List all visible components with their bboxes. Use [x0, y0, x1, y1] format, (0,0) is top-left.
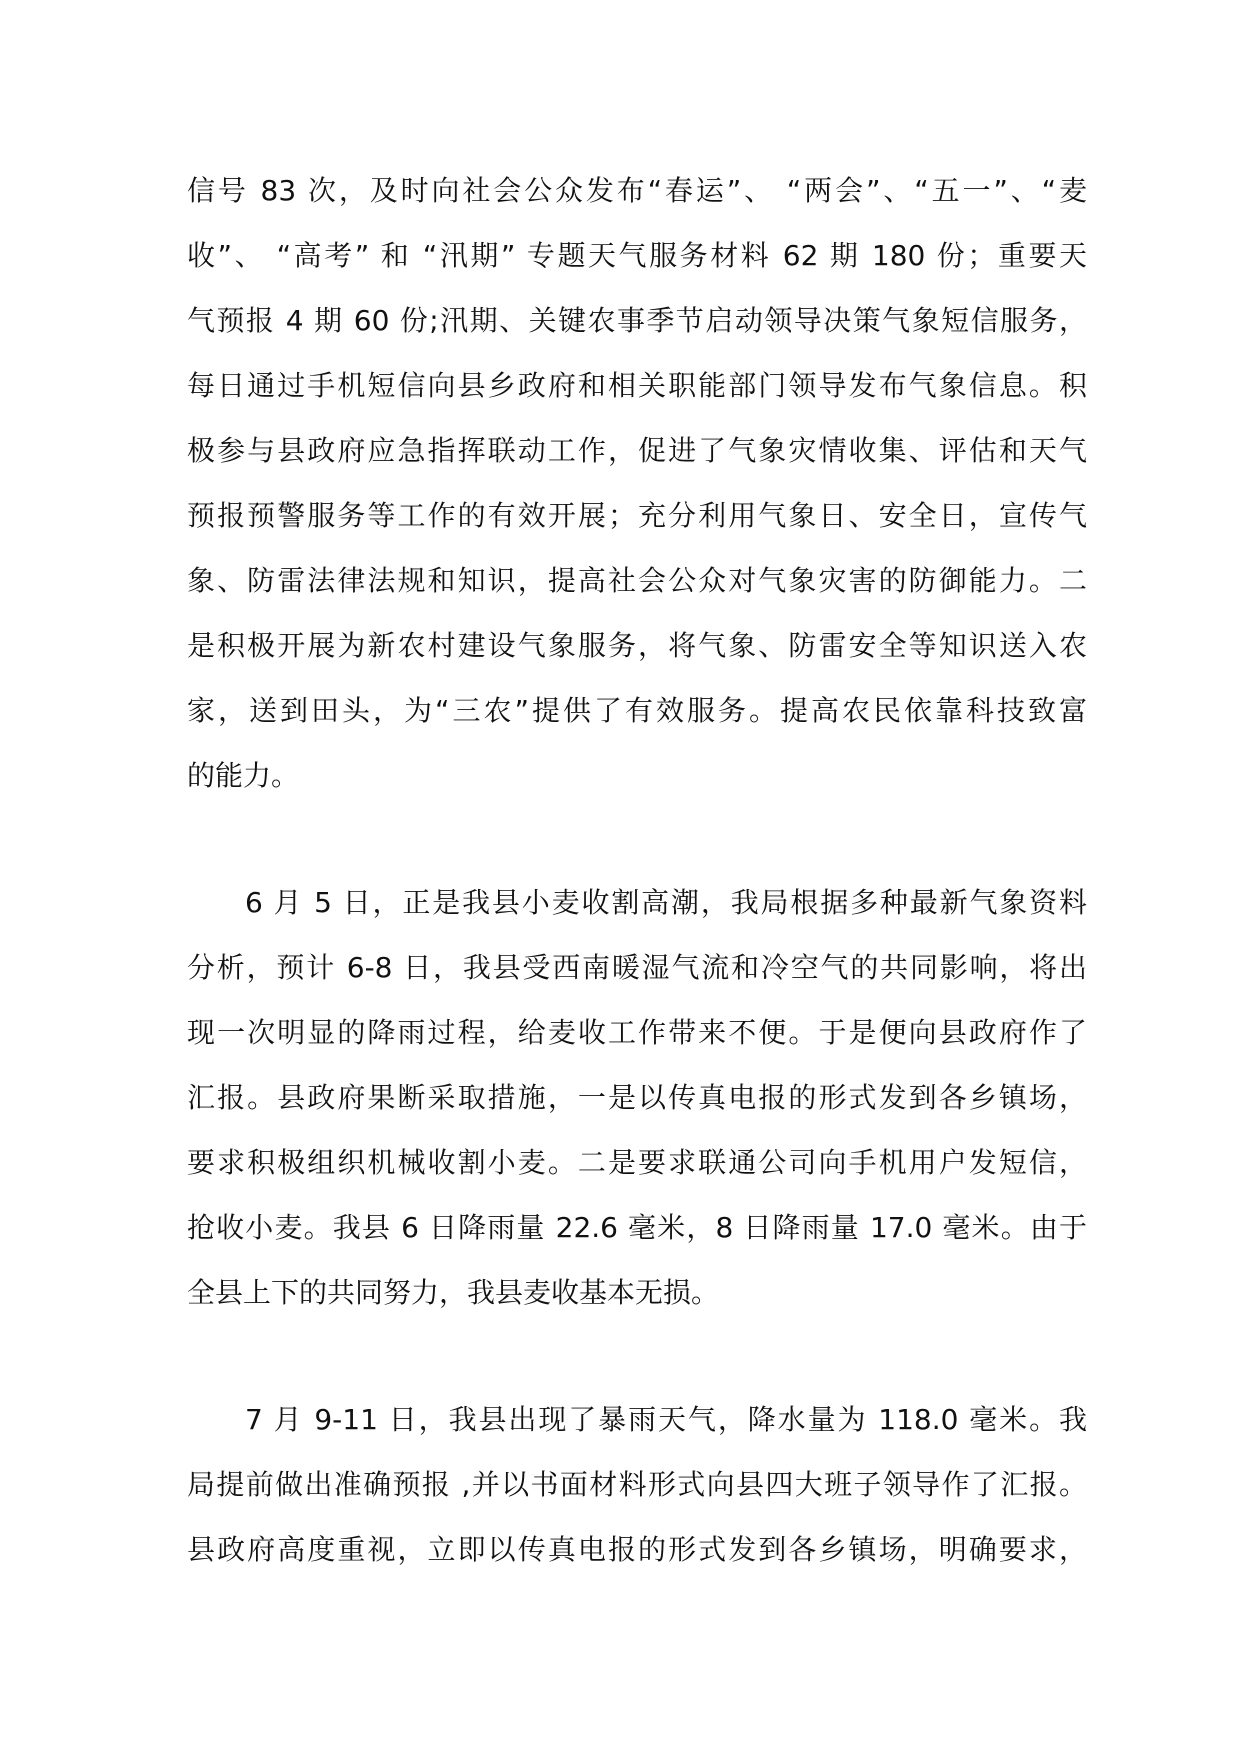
- text-line: 6 月 5 日，正是我县小麦收割高潮，我局根据多种最新气象资料: [245, 886, 1087, 919]
- paragraph-june-harvest: [187, 870, 1087, 1325]
- paragraph-spacer: [187, 1325, 1087, 1387]
- paragraph-spacer: [187, 808, 1087, 870]
- text-line: 信号 83 次，及时向社会公众发布“春运”、 “两会”、“五一”、“麦: [187, 174, 1087, 207]
- text-line: 预报预警服务等工作的有效开展；充分利用气象日、安全日，宣传气: [187, 499, 1087, 532]
- text-line: 全县上下的共同努力，我县麦收基本无损。: [187, 1276, 720, 1309]
- text-line: 气预报 4 期 60 份;汛期、关键农事季节启动领导决策气象短信服务，: [187, 304, 1087, 337]
- text-line: 汇报。县政府果断采取措施，一是以传真电报的形式发到各乡镇场，: [187, 1081, 1087, 1114]
- text-line: 的能力。: [187, 759, 300, 792]
- document-body: [187, 158, 1087, 1582]
- text-line: 分析，预计 6-8 日，我县受西南暖湿气流和冷空气的共同影响，将出: [187, 951, 1087, 984]
- paragraph-weather-services: [187, 158, 1087, 808]
- text-line: 县政府高度重视，立即以传真电报的形式发到各乡镇场，明确要求，: [187, 1533, 1087, 1566]
- text-line: 是积极开展为新农村建设气象服务，将气象、防雷安全等知识送入农: [187, 629, 1087, 662]
- text-line: 抢收小麦。我县 6 日降雨量 22.6 毫米，8 日降雨量 17.0 毫米。由于: [187, 1211, 1087, 1244]
- text-line: 要求积极组织机械收割小麦。二是要求联通公司向手机用户发短信，: [187, 1146, 1087, 1179]
- text-line: 7 月 9-11 日，我县出现了暴雨天气，降水量为 118.0 毫米。我: [245, 1403, 1087, 1436]
- text-line: 收”、 “高考” 和 “汛期” 专题天气服务材料 62 期 180 份；重要天: [187, 239, 1087, 272]
- text-line: 现一次明显的降雨过程，给麦收工作带来不便。于是便向县政府作了: [187, 1016, 1087, 1049]
- paragraph-july-rainstorm: [187, 1387, 1087, 1582]
- text-line: 家，送到田头，为“三农”提供了有效服务。提高农民依靠科技致富: [187, 694, 1087, 727]
- text-line: 局提前做出准确预报 ,并以书面材料形式向县四大班子领导作了汇报。: [187, 1468, 1087, 1501]
- text-line: 每日通过手机短信向县乡政府和相关职能部门领导发布气象信息。积: [187, 369, 1087, 402]
- text-line: 极参与县政府应急指挥联动工作，促进了气象灾情收集、评估和天气: [187, 434, 1087, 467]
- text-line: 象、防雷法律法规和知识，提高社会公众对气象灾害的防御能力。二: [187, 564, 1087, 597]
